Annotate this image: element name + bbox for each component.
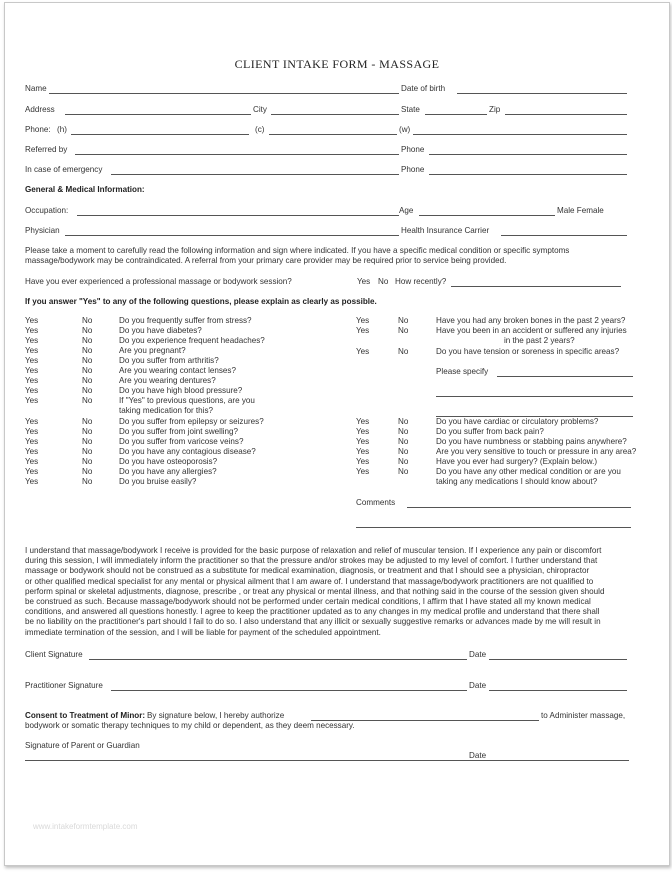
no-option[interactable]: No — [82, 366, 93, 375]
yes-option[interactable]: Yes — [25, 316, 39, 325]
how-recently-field[interactable] — [451, 286, 621, 287]
yes-option[interactable]: Yes — [356, 417, 370, 426]
client-date-label: Date — [469, 650, 487, 659]
no-option[interactable]: No — [398, 417, 409, 426]
yes-option[interactable]: Yes — [25, 356, 39, 365]
specify-field-2[interactable] — [436, 396, 633, 397]
yes-option[interactable]: Yes — [356, 447, 370, 456]
question-allergies: Do you have any allergies? — [119, 467, 217, 476]
question-osteoporosis: Do you have osteoporosis? — [119, 457, 218, 466]
no-option[interactable]: No — [82, 427, 93, 436]
question-arthritis: Do you suffer from arthritis? — [119, 356, 219, 365]
yes-option[interactable]: Yes — [25, 386, 39, 395]
no-option[interactable]: No — [82, 417, 93, 426]
yes-option[interactable]: Yes — [25, 376, 39, 385]
agreement-line: immediate termination of the session, and I will be liable for payment of the scheduled appointment. — [25, 627, 381, 637]
parent-signature-label: Signature of Parent or Guardian — [25, 741, 140, 750]
zip-field[interactable] — [505, 114, 627, 115]
no-option[interactable]: No — [82, 477, 93, 486]
no-option[interactable]: No — [82, 376, 93, 385]
consent-text-2: to Administer massage, — [541, 711, 626, 720]
phone-home-field[interactable] — [71, 134, 249, 135]
yes-option[interactable]: Yes — [25, 427, 39, 436]
question-joint-swelling: Do you suffer from joint swelling? — [119, 427, 239, 436]
no-option[interactable]: No — [398, 347, 409, 356]
yes-option[interactable]: Yes — [356, 427, 370, 436]
agreement-line: be no liability on the practitioner's part should I fail to do so. I also understand that any illicit or sexually suggestive remarks or advances made by me will result in — [25, 617, 601, 627]
yes-option[interactable]: Yes — [25, 437, 39, 446]
no-option[interactable]: No — [82, 457, 93, 466]
physician-label: Physician — [25, 226, 60, 235]
watermark-text: www.intakeformtemplate.com — [33, 822, 138, 831]
yes-option[interactable]: Yes — [25, 326, 39, 335]
no-option[interactable]: No — [398, 427, 409, 436]
comments-field[interactable] — [407, 507, 631, 508]
yes-option[interactable]: Yes — [356, 457, 370, 466]
phone-cell-field[interactable] — [269, 134, 397, 135]
phone-home-label: (h) — [57, 125, 67, 134]
occupation-label: Occupation: — [25, 206, 69, 215]
yes-option[interactable]: Yes — [356, 467, 370, 476]
agreement-line: or other qualified medical specialist for any mental or physical ailment that I am aware of. I understand that massage/bodywork practitioners are not qualified to — [25, 576, 594, 586]
practitioner-date-label: Date — [469, 681, 487, 690]
client-signature-field[interactable] — [89, 659, 467, 660]
no-option[interactable]: No — [398, 316, 409, 325]
question-blood-pressure: Do you have high blood pressure? — [119, 386, 243, 395]
dob-field[interactable] — [457, 93, 627, 94]
experienced-no[interactable]: No — [378, 277, 389, 286]
no-option[interactable]: No — [398, 437, 409, 446]
question-medication: If "Yes" to previous questions, are you — [119, 396, 255, 405]
comments-field-2[interactable] — [356, 527, 631, 528]
question-dentures: Are you wearing dentures? — [119, 376, 216, 385]
no-option[interactable]: No — [82, 447, 93, 456]
question-numbness: Do you have numbness or stabbing pains anywhere? — [436, 437, 627, 446]
consent-heading: Consent to Treatment of Minor: — [25, 711, 146, 720]
agreement-line: massage or bodywork should not be construed as a substitute for medical examination, diagnosis, or treatment and that I should see a physician, chiropractor — [25, 566, 590, 576]
yes-instructions: If you answer "Yes" to any of the following questions, please explain as clearly as possible. — [25, 297, 377, 306]
zip-label: Zip — [489, 105, 501, 114]
yes-option[interactable]: Yes — [25, 417, 39, 426]
question-pregnant: Are you pregnant? — [119, 346, 186, 355]
yes-option[interactable]: Yes — [25, 366, 39, 375]
physician-field[interactable] — [65, 235, 399, 236]
no-option[interactable]: No — [82, 326, 93, 335]
experienced-question: Have you ever experienced a professional massage or bodywork session? — [25, 277, 292, 286]
emergency-phone-field[interactable] — [429, 174, 627, 175]
yes-option[interactable]: Yes — [25, 396, 39, 405]
question-stress: Do you frequently suffer from stress? — [119, 316, 252, 325]
question-accident: Have you been in an accident or suffered any injuries — [436, 326, 627, 335]
no-option[interactable]: No — [82, 467, 93, 476]
yes-option[interactable]: Yes — [25, 477, 39, 486]
experienced-yes[interactable]: Yes — [357, 277, 371, 286]
notice-line-2: massage/bodywork may be contraindicated. A referral from your primary care provider may be required prior to service being provided. — [25, 256, 507, 265]
question-back-pain: Do you suffer from back pain? — [436, 427, 544, 436]
practitioner-date-field[interactable] — [489, 690, 627, 691]
yes-option[interactable]: Yes — [356, 347, 370, 356]
question-broken-bones: Have you had any broken bones in the past 2 years? — [436, 316, 626, 325]
question-medication-cont: taking medication for this? — [119, 406, 214, 415]
yes-option[interactable]: Yes — [356, 326, 370, 335]
question-surgery: Have you ever had surgery? (Explain below.) — [436, 457, 598, 466]
no-option[interactable]: No — [82, 336, 93, 345]
phone-work-field[interactable] — [413, 134, 627, 135]
age-field[interactable] — [419, 215, 555, 216]
how-recently-label: How recently? — [395, 277, 447, 286]
question-tension: Do you have tension or soreness in specific areas? — [436, 347, 620, 356]
emergency-phone-label: Phone — [401, 165, 425, 174]
phone-work-label: (w) — [399, 125, 411, 134]
insurance-label: Health Insurance Carrier — [401, 226, 490, 235]
specify-label: Please specify — [436, 367, 489, 376]
agreement-line: during this session, I will immediately inform the practitioner so that the pressure and/or strokes may be adjusted to my level of comfort. I further understand that — [25, 556, 598, 566]
no-option[interactable]: No — [82, 396, 93, 405]
question-diabetes: Do you have diabetes? — [119, 326, 202, 335]
form-title: CLIENT INTAKE FORM - MASSAGE — [234, 57, 440, 71]
phone-label: Phone: — [25, 125, 51, 134]
agreement-line: be construed as such. Because massage/bodywork should not be performed under certain medical conditions, I affirm that I have stated all my known medical — [25, 597, 591, 607]
emergency-label: In case of emergency — [25, 165, 103, 174]
consent-text-3: bodywork or somatic therapy techniques to my child or dependent, as they deem necessary. — [25, 721, 355, 730]
no-option[interactable]: No — [82, 386, 93, 395]
name-label: Name — [25, 84, 47, 93]
agreement-line: conditions, and answered all questions honestly. I agree to keep the practitioner updated as to any changes in my medical profile and understand that there shall — [25, 607, 600, 617]
no-option[interactable]: No — [82, 316, 93, 325]
no-option[interactable]: No — [398, 447, 409, 456]
no-option[interactable]: No — [398, 326, 409, 335]
age-label: Age — [399, 206, 414, 215]
city-field[interactable] — [271, 114, 399, 115]
agreement-line: perform spinal or skeletal adjustments, diagnose, prescribe , or treat any physical or mental illness, and that nothing said in the course of the session given should — [25, 586, 605, 596]
address-label: Address — [25, 105, 55, 114]
question-contacts: Are you wearing contact lenses? — [119, 366, 236, 375]
no-option[interactable]: No — [398, 457, 409, 466]
no-option[interactable]: No — [82, 356, 93, 365]
state-field[interactable] — [425, 114, 487, 115]
question-other-condition: Do you have any other medical condition or are you — [436, 467, 621, 476]
yes-option[interactable]: Yes — [25, 336, 39, 345]
yes-option[interactable]: Yes — [25, 346, 39, 355]
yes-option[interactable]: Yes — [25, 457, 39, 466]
sex-options[interactable]: Male Female — [557, 206, 604, 215]
specify-field[interactable] — [497, 376, 633, 377]
question-sensitive: Are you very sensitive to touch or pressure in any area? — [436, 447, 637, 456]
practitioner-signature-field[interactable] — [111, 690, 467, 691]
intake-form-page — [4, 2, 670, 866]
practitioner-signature-label: Practitioner Signature — [25, 681, 103, 690]
no-option[interactable]: No — [82, 346, 93, 355]
agreement-paragraph — [25, 546, 661, 638]
referred-phone-label: Phone — [401, 145, 425, 154]
question-headaches: Do you experience frequent headaches? — [119, 336, 265, 345]
referred-label: Referred by — [25, 145, 68, 154]
comments-label: Comments — [356, 498, 396, 507]
consent-text-1: By signature below, I hereby authorize — [147, 711, 285, 720]
yes-option[interactable]: Yes — [356, 316, 370, 325]
state-label: State — [401, 105, 420, 114]
emergency-field[interactable] — [111, 174, 399, 175]
parent-date-label: Date — [469, 751, 487, 760]
referred-phone-field[interactable] — [429, 154, 627, 155]
question-cardiac: Do you have cardiac or circulatory problems? — [436, 417, 599, 426]
medical-heading: General & Medical Information: — [25, 185, 145, 194]
phone-cell-label: (c) — [255, 125, 265, 134]
question-other-condition-cont: taking any medications I should know about? — [436, 477, 598, 486]
question-bruise: Do you bruise easily? — [119, 477, 197, 486]
question-varicose: Do you suffer from varicose veins? — [119, 437, 244, 446]
agreement-line: I understand that massage/bodywork I receive is provided for the basic purpose of relaxation and relief of muscular tension. If I experience any pain or discomfort — [25, 546, 602, 555]
city-label: City — [253, 105, 267, 114]
notice-line-1: Please take a moment to carefully read the following information and sign where indicated. If you have a specific medical condition or specific symptoms — [25, 246, 570, 255]
name-field[interactable] — [49, 93, 399, 94]
question-contagious: Do you have any contagious disease? — [119, 447, 256, 456]
no-option[interactable]: No — [398, 467, 409, 476]
yes-option[interactable]: Yes — [25, 447, 39, 456]
insurance-field[interactable] — [501, 235, 627, 236]
question-epilepsy: Do you suffer from epilepsy or seizures? — [119, 417, 264, 426]
occupation-field[interactable] — [77, 215, 399, 216]
question-accident-cont: in the past 2 years? — [504, 336, 575, 345]
yes-option[interactable]: Yes — [25, 467, 39, 476]
dob-label: Date of birth — [401, 84, 446, 93]
yes-option[interactable]: Yes — [356, 437, 370, 446]
no-option[interactable]: No — [82, 437, 93, 446]
address-field[interactable] — [65, 114, 251, 115]
referred-field[interactable] — [75, 154, 399, 155]
client-date-field[interactable] — [489, 659, 627, 660]
parent-signature-field[interactable] — [25, 760, 629, 761]
client-signature-label: Client Signature — [25, 650, 83, 659]
